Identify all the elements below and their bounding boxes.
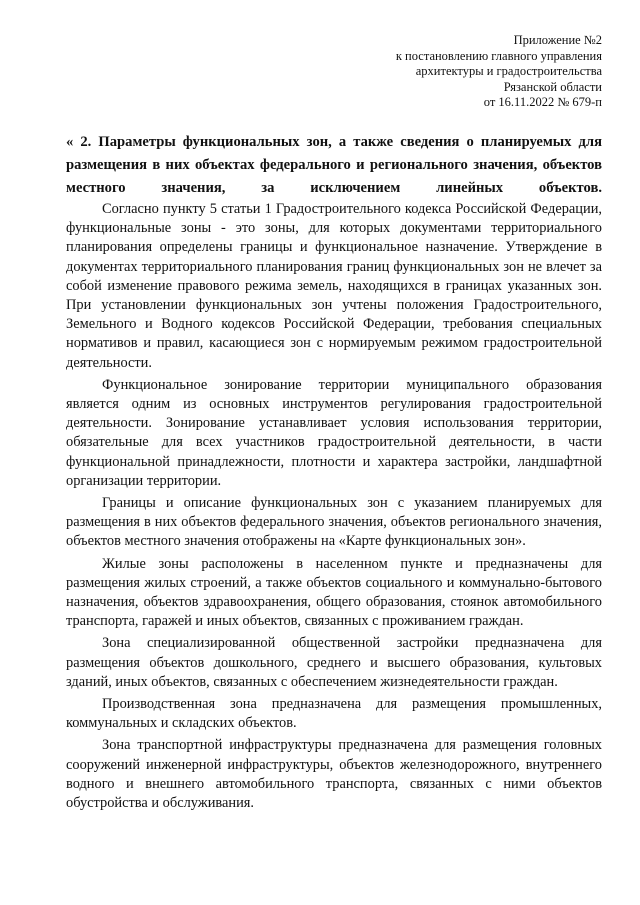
paragraph: Зона транспортной инфраструктуры предназначена для размещения головных сооружений инженерной инфраструктуры, объектов железнодорожного, внутреннего водного и внешнего автомобильного транспорта, связанных с ними объектов обустройства и обслуживания. — [66, 737, 602, 812]
annex-line: к постановлению главного управления — [395, 48, 602, 63]
paragraph: Зона специализированной общественной застройки предназначена для размещения объектов дошкольного, среднего и высшего образования, культовых зданий, иных объектов, связанных с обеспечением жизнедеятельности граждан. — [66, 635, 602, 690]
paragraph: Жилые зоны расположены в населенном пункте и предназначены для размещения жилых строений, а также объектов социального и коммунально-бытового назначения, объектов здравоохранения, общего образования, стоянок автомобильного транспорта, гаражей и иных объектов, связанных с проживанием граждан. — [66, 555, 602, 630]
annex-line: от 16.11.2022 № 679-п — [483, 95, 602, 110]
document-body — [66, 200, 602, 813]
paragraph: Согласно пункту 5 статьи 1 Градостроительного кодекса Российской Федерации, функциональные зоны - это зоны, для которых документами территориального планирования определены границы и функциональное назначение. Утверждение в документах территориального планирования границ функциональных зон не влечет за собой изменение правового режима земель, находящихся в границах указанных зон. При установлении функциональных зон учтены положения Градостроительного, Земельного и Водного кодексов Российской Федерации, требования специальных нормативов и правил, касающиеся зон с нормируемым режимом градостроительной деятельности. — [66, 201, 602, 371]
paragraph: Производственная зона предназначена для размещения промышленных, коммунальных и складских объектов. — [66, 696, 602, 732]
annex-line: Рязанской области — [503, 79, 602, 94]
section-heading: « 2. Параметры функциональных зон, а также сведения о планируемых для размещения в них объектах федерального и регионального значения, объектов местного значения, за исключением линейных объектов. — [66, 134, 602, 196]
annex-line: архитектуры и градостроительства — [415, 64, 602, 79]
annex-header — [302, 33, 602, 111]
annex-line: Приложение №2 — [513, 33, 602, 47]
paragraph: Границы и описание функциональных зон с указанием планируемых для размещения в них объектов федерального значения, объектов регионального значения, объектов местного значения отображены на «Карте функциональных зон». — [66, 495, 602, 550]
paragraph: Функциональное зонирование территории муниципального образования является одним из основных инструментов регулирования градостроительной деятельности. Зонирование устанавливает условия использования территории, обязательные для всех участников градостроительной деятельности, в части функциональной принадлежности, плотности и характера застройки, ландшафтной организации территории. — [66, 376, 602, 489]
